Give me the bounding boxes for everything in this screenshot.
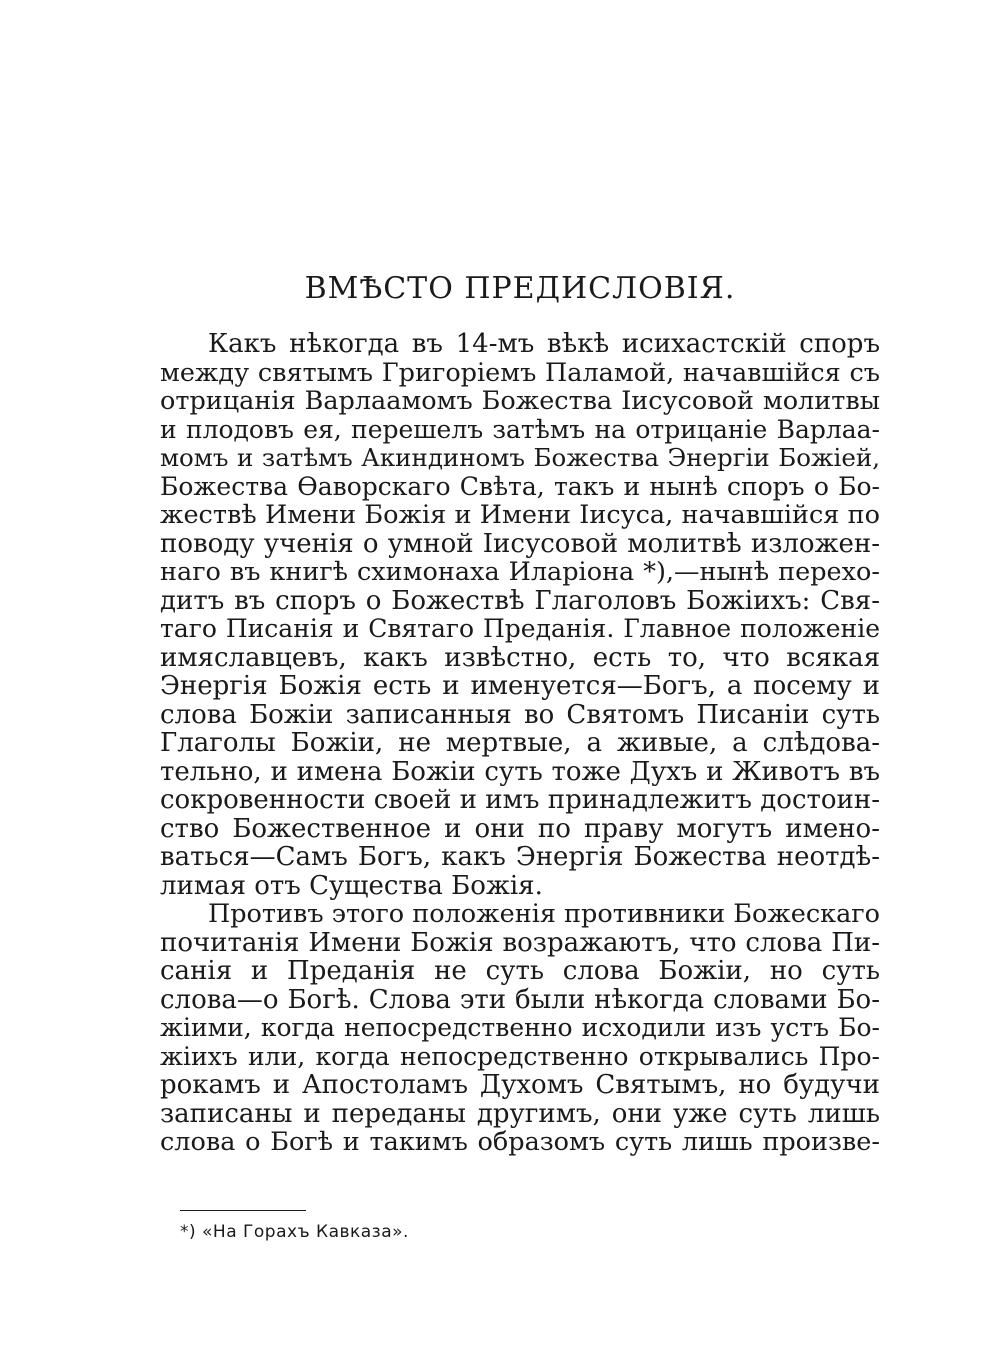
text-line: ство Божественное и они по праву могутъ имено- [160,813,880,844]
text-line: имяславцевъ, какъ извѣстно, есть то, что всякая [160,642,880,673]
text-line: сокровенности своей и имъ принадлежитъ достоин- [160,785,880,815]
text-line: таго Писанія и Святаго Преданія. Главное положеніе [160,614,880,643]
text-line: наго въ книгѣ схимонаха Иларіона *),—нынѣ перехо- [160,557,880,587]
text-line: записаны и переданы другимъ, они уже суть лишь [160,1098,880,1129]
text-line: слова Божіи записанныя во Святомъ Писаніи суть [160,699,880,730]
text-line: между святымъ Григоріемъ Паламой, начавшійся съ [160,357,880,388]
text-line: жіими, когда непосредственно исходили изъ устъ Бо- [160,1013,880,1042]
text-line: санія и Преданія не суть слова Божіи, но суть [160,956,880,986]
paragraph-1 [160,330,880,900]
text-line: поводу ученія о умной Іисусовой молитвѣ изложен- [160,528,880,559]
text-line: слова—о Богѣ. Слова эти были нѣкогда словами Бо- [160,984,880,1015]
text-line: почитанія Имени Божія возражаютъ, что слова Пи- [160,927,880,958]
text-line: жествѣ Имени Божія и Имени Іисуса, начавшійся по [160,500,880,530]
footnote: *) «На Горахъ Кавказа». [180,1222,409,1242]
footnote-divider [180,1210,306,1211]
text-line: лимая отъ Существа Божія. [160,870,543,901]
text-line: отрицанія Варлаамомъ Божества Іисусовой молитвы [160,386,880,416]
text-line: тельно, и имена Божіи суть тоже Духъ и Животъ въ [160,756,880,787]
text-line: Энергія Божія есть и именуется—Богъ, а посему и [160,671,880,701]
text-line: Божества Ѳаворскаго Свѣта, такъ и нынѣ споръ о Бо- [160,471,880,501]
text-line: Глаголы Божіи, не мертвые, а живые, а слѣдова- [160,728,880,758]
text-line: и плодовъ ея, перешелъ затѣмъ на отрицаніе Варлаа- [160,414,880,444]
text-line: ваться—Самъ Богъ, какъ Энергія Божества неотдѣ- [160,842,880,872]
text-line: жіихъ или, когда непосредственно открывались Про- [160,1041,880,1071]
body-text [160,330,880,1157]
text-line: Какъ нѣкогда въ 14-мъ вѣкѣ исихастскій споръ [208,329,880,359]
page-title: ВМѢСТО ПРЕДИСЛОВІЯ. [304,271,736,306]
text-line: рокамъ и Апостоламъ Духомъ Святымъ, но будучи [160,1070,880,1100]
text-line: слова о Богѣ и такимъ образомъ суть лишь произве- [160,1127,880,1157]
text-line: момъ и затѣмъ Акиндиномъ Божества Энергіи Божіей, [160,443,880,472]
text-line: дитъ въ споръ о Божествѣ Глаголовъ Божіихъ: Свя- [160,585,880,616]
text-line: Противъ этого положенія противники Божескаго [208,899,880,929]
paragraph-2 [160,900,880,1157]
